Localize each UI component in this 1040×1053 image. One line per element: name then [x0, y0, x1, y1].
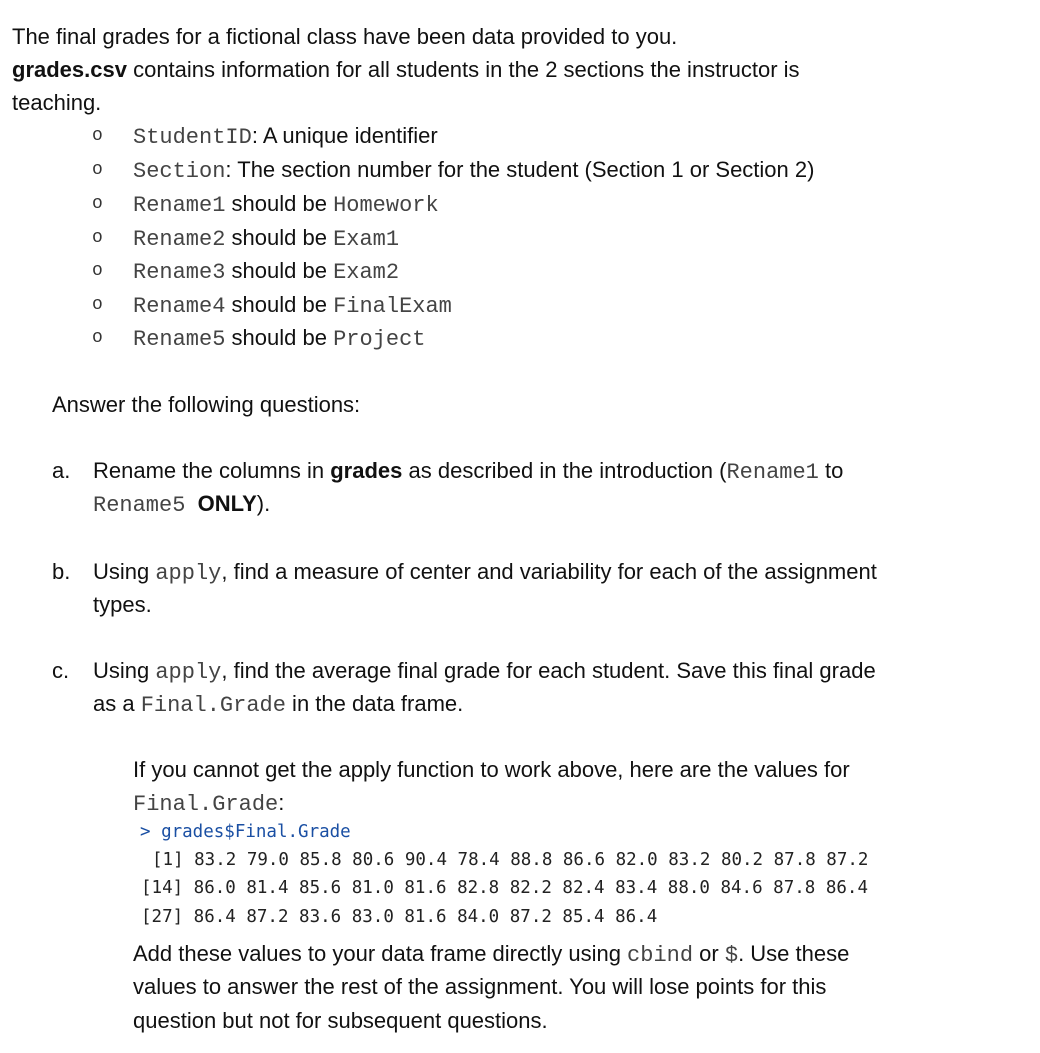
- code-rename1: Rename1: [726, 460, 819, 485]
- note-text: values to answer the rest of the assignment. You will lose points for this: [133, 974, 827, 999]
- question-text: in the data frame.: [285, 691, 464, 716]
- question-text: ).: [256, 491, 271, 516]
- code-rename4: Rename4: [133, 294, 226, 319]
- code-studentid: StudentID: [133, 125, 252, 150]
- bullet-marker: o: [92, 295, 103, 315]
- question-label: b.: [52, 559, 71, 584]
- code-exam1: Exam1: [333, 227, 400, 252]
- bullet-marker: o: [92, 126, 103, 146]
- code-rename3: Rename3: [133, 260, 226, 285]
- code-homework: Homework: [333, 193, 439, 218]
- only-keyword: ONLY: [197, 491, 257, 516]
- bullet-text: should be: [225, 191, 334, 216]
- intro-text-2: contains information for all students in the 2 sections the instructor is: [126, 57, 800, 82]
- bullet-text: should be: [225, 325, 334, 350]
- code-project: Project: [333, 327, 426, 352]
- code-apply: apply: [155, 561, 222, 586]
- code-apply: apply: [155, 660, 222, 685]
- bullet-text: should be: [225, 225, 334, 250]
- code-rename2: Rename2: [133, 227, 226, 252]
- intro-text-3: teaching.: [12, 90, 102, 115]
- code-finalexam: FinalExam: [333, 294, 452, 319]
- bullet-marker: o: [92, 228, 103, 248]
- code-rename1: Rename1: [133, 193, 226, 218]
- question-label: c.: [52, 658, 70, 683]
- intro-text-1: The final grades for a fictional class have been data provided to you.: [12, 24, 678, 49]
- code-rename5: Rename5: [133, 327, 226, 352]
- code-dollar: $: [724, 943, 739, 968]
- bullet-marker: o: [92, 194, 103, 214]
- bullet-text: : The section number for the student (Section 1 or Section 2): [225, 157, 815, 182]
- bullet-marker: o: [92, 261, 103, 281]
- note-text: :: [278, 790, 285, 815]
- file-name: grades.csv: [12, 57, 127, 82]
- code-rename5: Rename5: [93, 493, 186, 518]
- code-exam2: Exam2: [333, 260, 400, 285]
- console-line: [1] 83.2 79.0 85.8 80.6 90.4 78.4 88.8 86.6 82.0 83.2 80.2 87.8 87.2: [152, 850, 869, 870]
- bullet-text: : A unique identifier: [251, 123, 438, 148]
- console-line: [14] 86.0 81.4 85.6 81.0 81.6 82.8 82.2 82.4 83.4 88.0 84.6 87.8 86.4: [141, 878, 868, 898]
- bullet-text: should be: [225, 292, 334, 317]
- question-text: , find a measure of center and variability for each of the assignment: [221, 559, 877, 584]
- code-final-grade: Final.Grade: [133, 792, 279, 817]
- code-final-grade: Final.Grade: [140, 693, 286, 718]
- question-label: a.: [52, 458, 71, 483]
- console-line: [27] 86.4 87.2 83.6 83.0 81.6 84.0 87.2 85.4 86.4: [141, 907, 658, 927]
- code-cbind: cbind: [627, 943, 694, 968]
- bullet-text: should be: [225, 258, 334, 283]
- bullet-marker: o: [92, 160, 103, 180]
- grades-keyword: grades: [330, 458, 403, 483]
- answer-heading: Answer the following questions:: [52, 392, 361, 417]
- note-text: or: [693, 941, 725, 966]
- note-text: If you cannot get the apply function to work above, here are the values for: [133, 757, 850, 782]
- intro-line-2: [12, 57, 800, 83]
- bullet-marker: o: [92, 328, 103, 348]
- question-text: Rename the columns in: [93, 458, 331, 483]
- question-text: Using: [93, 658, 156, 683]
- question-text: , find the average final grade for each student. Save this final grade: [221, 658, 876, 683]
- question-text: as a: [93, 691, 141, 716]
- intro-line-3: [12, 90, 101, 116]
- question-text: as described in the introduction (: [402, 458, 727, 483]
- intro-line-1: [12, 24, 677, 50]
- question-text: types.: [93, 592, 152, 617]
- question-text: to: [818, 458, 844, 483]
- question-text: Using: [93, 559, 156, 584]
- note-text: Add these values to your data frame directly using: [133, 941, 628, 966]
- code-section: Section: [133, 159, 226, 184]
- note-text: . Use these: [738, 941, 850, 966]
- console-prompt: > grades$Final.Grade: [140, 822, 351, 842]
- note-text: question but not for subsequent questions.: [133, 1008, 548, 1033]
